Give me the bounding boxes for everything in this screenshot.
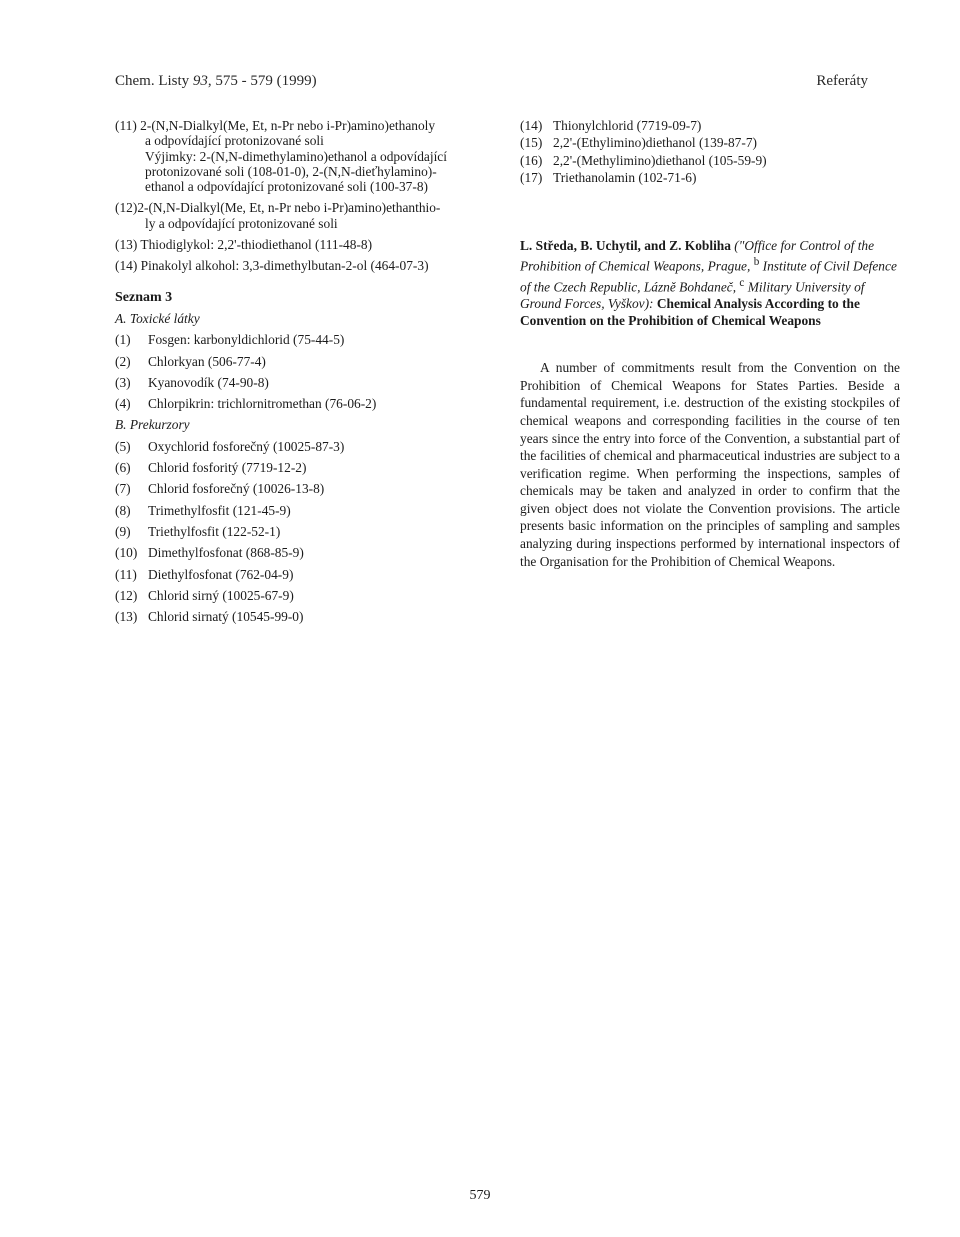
list-item-line: Výjimky: 2-(N,N-dimethylamino)ethanol a odpovídající xyxy=(145,148,447,164)
list-item-line: ly a odpovídající protonizované soli xyxy=(145,215,338,231)
list-item: (3) Kyanovodík (74-90-8) xyxy=(115,374,269,390)
affiliation-b-marker: b xyxy=(753,256,760,269)
list-item: (9) Triethylfosfit (122-52-1) xyxy=(115,523,281,539)
list-item: (1) Fosgen: karbonyldichlorid (75-44-5) xyxy=(115,332,345,348)
journal-pages: , 575 - 579 (1999) xyxy=(207,73,317,89)
list-item: (11) Diethylfosfonat (762-04-9) xyxy=(115,566,294,582)
left-column xyxy=(115,118,493,624)
precursor-list xyxy=(115,439,493,625)
abstract-heading xyxy=(520,237,900,329)
list-item-11: (11) 2-(N,N-Dialkyl(Me, Et, n-Pr nebo i-Pr)amino)ethanoly xyxy=(115,118,436,133)
journal-volume: 93 xyxy=(192,73,208,89)
journal-name: Chem. Listy xyxy=(115,73,190,89)
list-item: (17) Triethanolamin (102-71-6) xyxy=(520,169,697,185)
toxic-title: A. Toxické látky xyxy=(115,310,200,326)
continued-list xyxy=(520,118,900,185)
list-item: (7) Chlorid fosforečný (10026-13-8) xyxy=(115,481,325,497)
list-item: (12) Chlorid sirný (10025-67-9) xyxy=(115,587,294,603)
running-header-section: Referáty xyxy=(816,73,868,89)
list-item-line: ethanol a odpovídající protonizované soli (100-37-8) xyxy=(145,179,428,195)
abstract-title: Chemical Analysis According to the Convention on the Prohibition of Chemical Weapons xyxy=(520,296,860,329)
affiliation-a: ("Office for Control of the Prohibition of Chemical Weapons, Prague, xyxy=(520,238,875,274)
seznam-title: Seznam 3 xyxy=(115,289,173,305)
list-item-line: a odpovídající protonizované soli xyxy=(145,133,324,149)
list-intro xyxy=(115,118,493,274)
abstract-body: A number of commitments result from the Convention on the Prohibition of Chemical Weapons for States Parties. Beside a fundamental requirement, i.e. destruction of the existing stockpiles of chemical weapons and corresponding facilities in the course of ten years since the entry into force of the Convention, a substantial part of the facilities of chemical and pharmaceutical industries are subject to a verification regime. When performing the inspections, samples of chemicals may be taken and analyzed in order to confirm that the given object does not violate the Convention provisions. The article presents basic information on the principles of sampling and samples analyzing during inspections performed by international inspectors of the Organisation for the Prohibition of Chemical Weapons. xyxy=(520,360,900,569)
page-number: 579 xyxy=(469,1188,491,1203)
list-item: (5) Oxychlorid fosforečný (10025-87-3) xyxy=(115,438,345,454)
list-item-12: (12)2-(N,N-Dialkyl(Me, Et, n-Pr nebo i-Pr)amino)ethanthio- xyxy=(115,200,441,216)
list-item: (14) Thionylchlorid (7719-09-7) xyxy=(520,118,702,133)
list-item: (4) Chlorpikrin: trichlornitromethan (76-06-2) xyxy=(115,396,377,412)
list-item: (6) Chlorid fosforitý (7719-12-2) xyxy=(115,460,307,476)
list-item: (16) 2,2'-(Methylimino)diethanol (105-59-9) xyxy=(520,152,767,168)
right-column xyxy=(520,118,900,570)
list-item: (8) Trimethylfosfit (121-45-9) xyxy=(115,502,291,518)
affiliation-c-marker: c xyxy=(739,276,745,289)
abstract-authors: L. Středa, B. Uchytil, and Z. Kobliha xyxy=(520,238,731,254)
list-item-line: protonizované soli (108-01-0), 2-(N,N-dieťhylamino)- xyxy=(145,163,437,179)
toxic-list xyxy=(115,332,493,411)
list-item-14: (14) Pinakolyl alkohol: 3,3-dimethylbutan-2-ol (464-07-3) xyxy=(115,258,429,274)
precursor-title: B. Prekurzory xyxy=(115,417,190,433)
list-item: (10) Dimethylfosfonat (868-85-9) xyxy=(115,545,304,561)
running-header-citation xyxy=(115,73,317,90)
list-item-13: (13) Thiodiglykol: 2,2'-thiodiethanol (111-48-8) xyxy=(115,237,373,253)
affiliation-c: Military University of Ground Forces, Vyškov): xyxy=(520,279,865,312)
affiliation-b: Institute of Civil Defence of the Czech Republic, Lázně Bohdaneč, xyxy=(520,258,897,295)
list-item: (2) Chlorkyan (506-77-4) xyxy=(115,353,266,369)
list-item: (13) Chlorid sirnatý (10545-99-0) xyxy=(115,609,304,625)
list-item: (15) 2,2'-(Ethylimino)diethanol (139-87-7) xyxy=(520,135,757,151)
